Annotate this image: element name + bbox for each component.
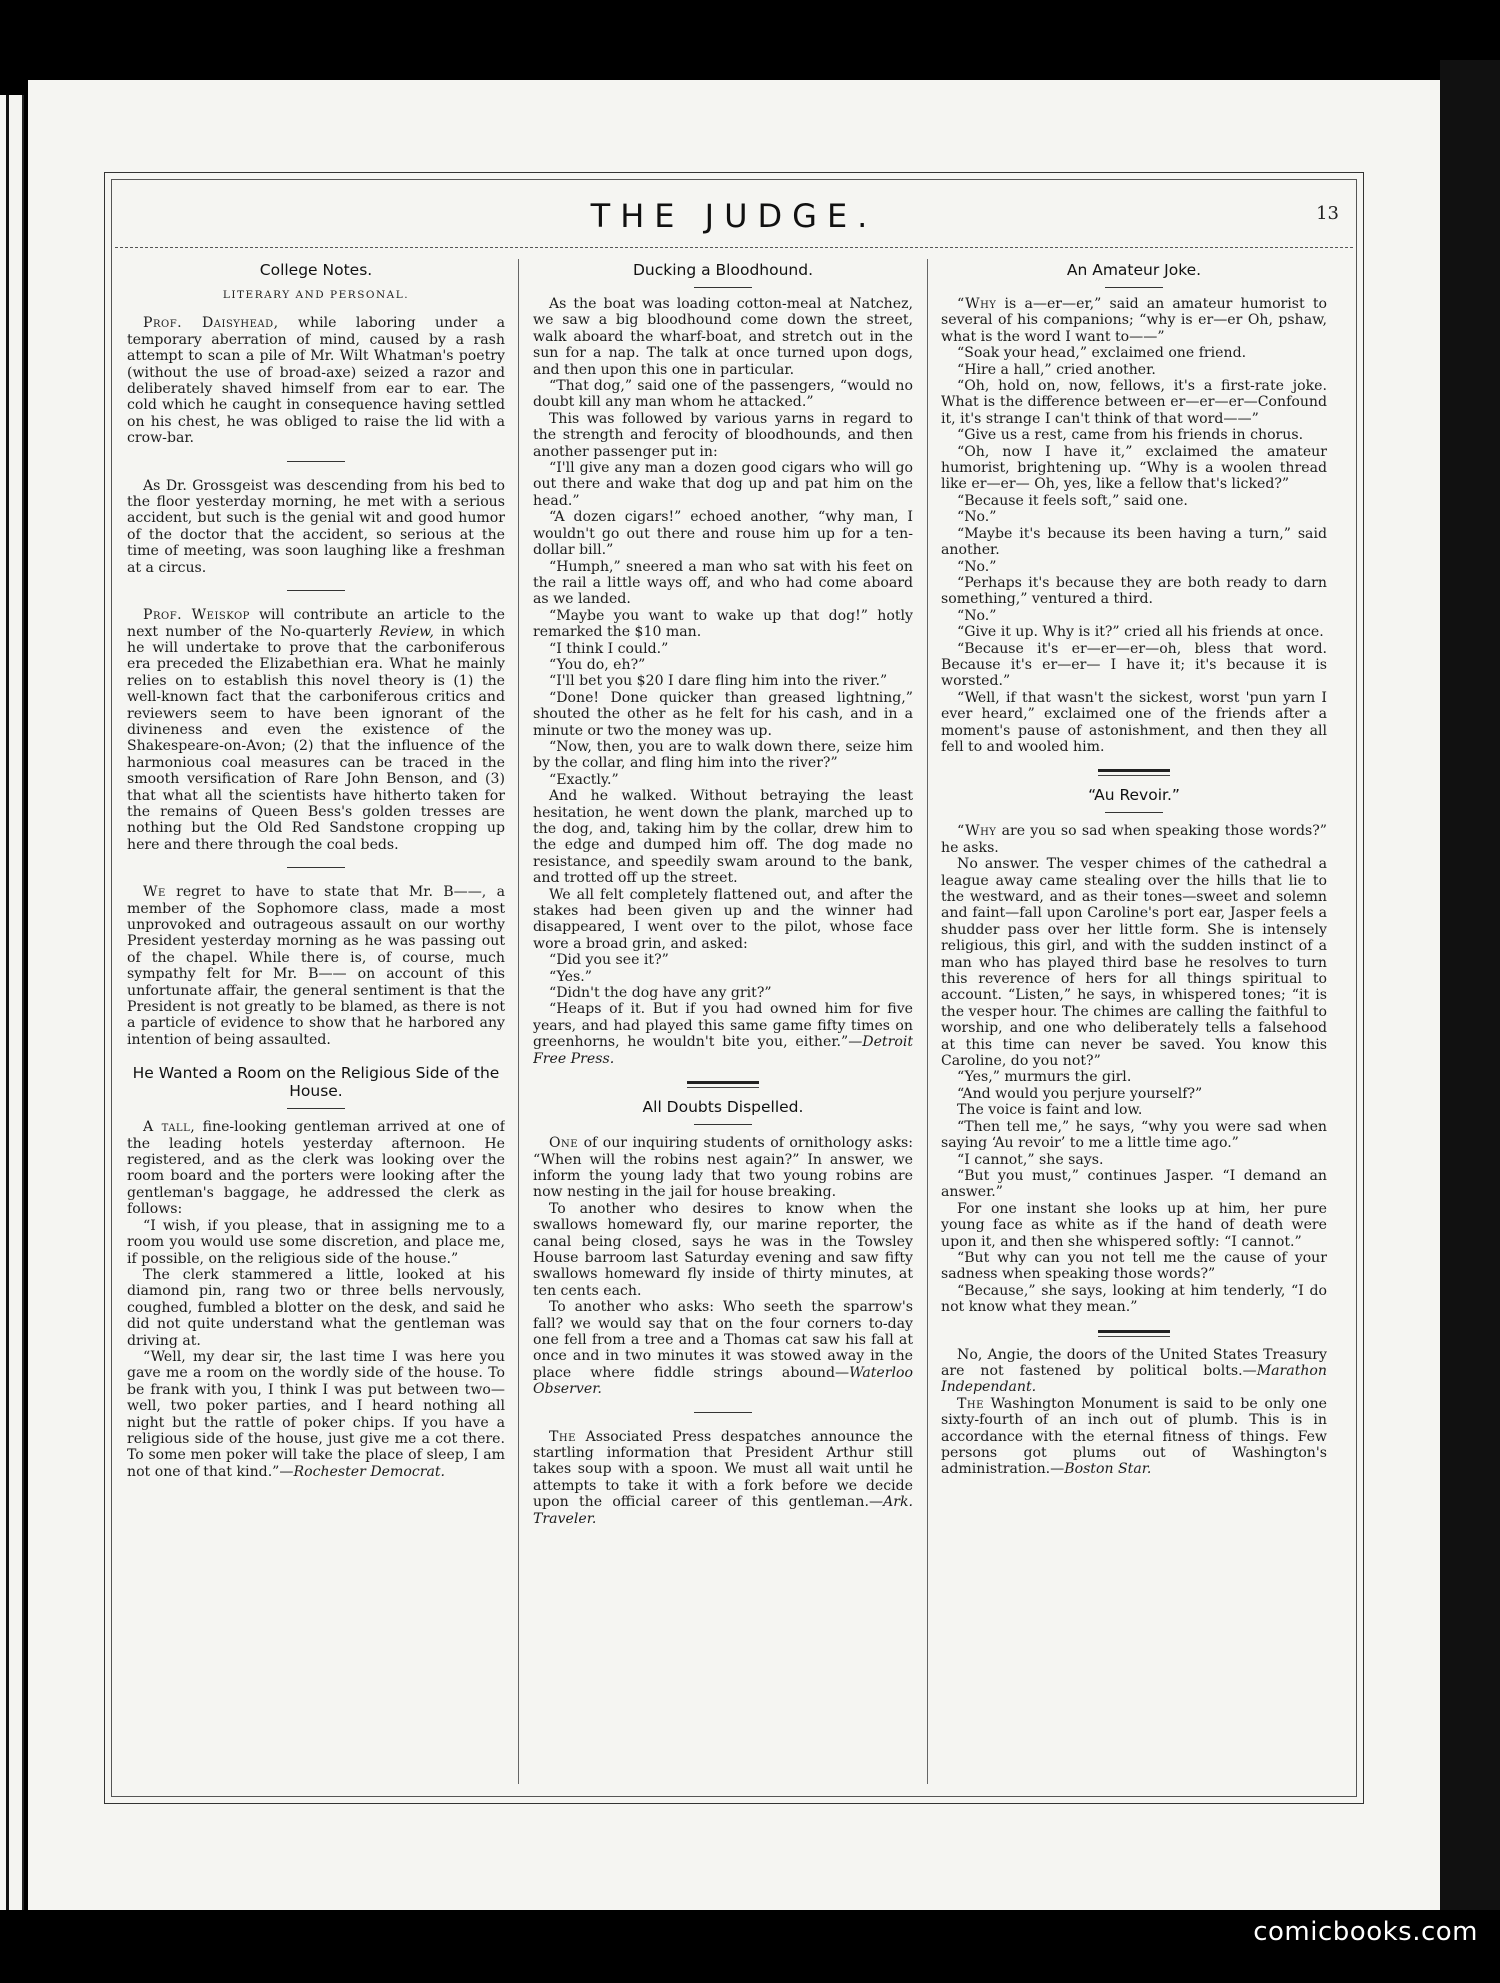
column-2 [533,259,913,1784]
paragraph: “Done! Done quicker than greased lightning,” shouted the other as he felt for his cash, and in a minute or two the money was up. [533,689,913,739]
paragraph: “I think I could.” [549,640,669,657]
paragraph: “Yes,” murmurs the girl. [957,1069,1132,1086]
paragraph: “But you must,” continues Jasper. “I demand an answer.” [941,1167,1327,1201]
paragraph: “Maybe you want to wake up that dog!” hotly remarked the $10 man. [533,607,913,641]
paragraph: “A dozen cigars!” echoed another, “why man, I wouldn't go out there and rouse him up for a ten-dollar bill.” [533,509,913,559]
paragraph: “I wish, if you please, that in assigning me to a room you would use some discretion, and place me, if possible, on the religious side of the house.” [127,1217,505,1267]
paragraph: “That dog,” said one of the passengers, “would no doubt kill any man whom he attacked.” [533,378,913,411]
paragraph: This was followed by various yarns in regard to the strength and ferocity of bloodhounds, and then another passenger put in: [533,410,913,460]
column-1 [127,259,505,1784]
paragraph: “No.” [957,558,997,575]
paragraph: “Because it's er—er—er—oh, bless that word. Because it's er—er— I have it; it's because it is worsted.” [941,640,1327,690]
paragraph: “Then tell me,” he says, “why you were sad when saying ‘Au revoir’ to me a little time ago.” [941,1118,1327,1152]
article-title-doubts-dispelled: All Doubts Dispelled. [642,1098,804,1117]
site-watermark: comicbooks.com [1253,1917,1478,1947]
separator-rule [694,1124,752,1125]
paragraph: “No.” [957,509,997,526]
paragraph: “But why can you not tell me the cause of your sadness when speaking those words?” [941,1249,1327,1283]
paragraph: “No.” [957,607,997,624]
paragraph: “Heaps of it. But if you had owned him for five years, and had played this same game fifty times on greenhorns, he wouldn't bite you, either.”—Detroit Free Press. [533,1001,913,1067]
paragraph: “You do, eh?” [549,656,646,673]
paragraph: “Did you see it?” [549,952,669,969]
separator-rule [1105,812,1163,813]
paragraph: No, Angie, the doors of the United States Treasury are not fastened by political bolts.—Marathon Independant. [941,1346,1327,1396]
paragraph: “Oh, now I have it,” exclaimed the amateur humorist, brightening up. “Why is a woolen thread like er—er— Oh, yes, like a fellow that's licked?” [941,443,1327,493]
separator-rule [287,1108,345,1109]
paragraph: “Well, if that wasn't the sickest, worst 'pun yarn I ever heard,” exclaimed one of the friends after a moment's pause of astonishment, and then they all fell to and wooled him. [941,689,1327,755]
paragraph: “Didn't the dog have any grit?” [549,985,772,1002]
paragraph: “Now, then, you are to walk down there, seize him by the collar, and fling him into the river?” [533,738,913,772]
masthead-rule [115,247,1353,248]
paragraph: “Oh, hold on, now, fellows, it's a first-rate joke. What is the difference between er—er—er—Confound it, it's strange I can't think of that word——” [941,378,1327,427]
paragraph: “Give us a rest, came from his friends in chorus. [957,427,1304,444]
column-3 [941,259,1327,1784]
paragraph: “I cannot,” she says. [957,1151,1104,1168]
separator-rule [287,590,345,591]
separator-rule [694,287,752,288]
paragraph: “Give it up. Why is it?” cried all his friends at once. [957,624,1324,641]
paragraph: To another who asks: Who seeth the sparrow's fall? we would say that on the four corners to-day one fell from a tree and a Thomas cat saw his fall at once and in two minutes it was stowed away in the place where fiddle strings abound—Waterloo Observer. [533,1299,913,1398]
paragraph: “Hire a hall,” cried another. [957,361,1156,378]
article-title-amateur-joke: An Amateur Joke. [1066,261,1202,279]
page-number: 13 [1316,203,1339,224]
paragraph: Prof. Daisyhead, while laboring under a temporary aberration of mind, caused by a rash attempt to scan a pile of Mr. Wilt Whatman's poetry (without the use of broad-axe) seized a razor and deliberately shaved himself from ear to ear. The cold which he caught in consequence having settled on his chest, he was obliged to raise the lid with a crow-bar. [127,315,505,447]
paragraph: “I'll bet you $20 I dare fling him into the river.” [549,673,888,690]
paragraph: “Why is a—er—er,” said an amateur humorist to several of his companions; “why is er—er Oh, pshaw, what is the word I want to——” [941,296,1327,345]
paragraph: One of our inquiring students of ornithology asks: “When will the robins nest again?” In answer, we inform the young lady that two young robins are now nesting in the jail for house breaking. [533,1135,913,1201]
paragraph: “And would you perjure yourself?” [957,1085,1203,1102]
paragraph: “Yes.” [549,968,592,985]
adjacent-page-edge [0,95,24,1910]
paragraph: “Because,” she says, looking at him tenderly, “I do not know what they mean.” [941,1282,1327,1316]
column-rule-1 [518,259,519,1784]
paragraph: Prof. Weiskop will contribute an article to the next number of the No-quarterly Review, in which he will undertake to prove that the carboniferous era preceded the Elizabethian era. What he mainly relies on to establish this novel theory is (1) the well-known fact that the carboniferous critics and reviewers seem to have been ignorant of the divineness and even the existence of the Shakespeare-on-Avon; (2) that the influence of the harmonious coal measures can be traced in the smooth versification of Rare John Benson, and (3) that what all the scientists have hitherto taken for the remains of Queen Bess's golden tresses are nothing but the Old Red Sandstone cropping up here and there through the coal beds. [127,607,505,853]
article-subtitle: LITERARY AND PERSONAL. [222,289,410,301]
paragraph: “I'll give any man a dozen good cigars who will go out there and wake that dog up and pat him on the head.” [533,460,913,509]
paragraph: “Maybe it's because its been having a turn,” said another. [941,525,1327,559]
paragraph: A tall, fine-looking gentleman arrived at one of the leading hotels yesterday afternoon. He registered, and as the clerk was looking over the room board and the porters were looking after the gentleman's baggage, he addressed the clerk as follows: [127,1119,505,1218]
paragraph: As the boat was loading cotton-meal at Natchez, we saw a big bloodhound come down the street, walk aboard the wharf-boat, and stretch out in the sun for a nap. The talk at once turned upon dogs, and then upon this one in particular. [533,296,913,378]
paragraph: “Exactly.” [549,771,619,788]
article-title-bloodhound: Ducking a Bloodhound. [632,261,814,279]
paragraph: The Associated Press despatches announce the startling information that President Arthur still takes soup with a spoon. We must all wait until he attempts to take it with a fork before we decide upon the official career of this gentleman.—Ark. Traveler. [533,1428,913,1527]
article-title-college-notes: College Notes. [259,261,373,279]
paragraph: And he walked. Without betraying the least hesitation, he went down the plank, marched up to the dog, and, taking him by the collar, drew him to the edge and dumped him off. The dog made no resistance, and speedily swam around to the bank, and trotted off up the street. [533,788,913,887]
paragraph: As Dr. Grossgeist was descending from his bed to the floor yesterday morning, he met with a serious accident, but such is the genial wit and good humor of the doctor that the accident, so serious at the time of meeting, was soon laughing like a freshman at a circus. [127,477,505,576]
paragraph: “Because it feels soft,” said one. [957,492,1188,509]
paragraph: No answer. The vesper chimes of the cathedral a league away came stealing over the hills that lie to the westward, and as their tones—sweet and solemn and faint—fall upon Caroline's port ear, Jasper feels a shudder pass over her little form. She is intensely religious, this girl, and with the sudden instinct of a man who has played third base he resolves to turn this reverence of hers for all things spiritual to account. “Listen,” he says, in whispered tones; “it is the vesper hour. The chimes are calling the faithful to worship, and one who deliberately tells a falsehood at this time can never be saved. You know this Caroline, do you not?” [941,856,1327,1070]
double-rule [1098,769,1170,772]
paragraph: “Well, my dear sir, the last time I was here you gave me a room on the wordly side of the house. To be frank with you, I think I was put between two—well, two poker parties, and I heard nothing all night but the rattle of poker chips. If you have a religious side of the house, just give me a cot there. To some men poker will take the place of sleep, I am not one of that kind.”—Rochester Democrat. [127,1348,505,1480]
article-title-religious-room: He Wanted a Room on the Religious Side of the House. [132,1064,500,1101]
newspaper-page [28,80,1440,1910]
separator-rule [287,461,345,462]
paragraph: The clerk stammered a little, looked at his diamond pin, rang two or three bells nervously, coughed, fumbled a blotter on the desk, and said he did not quite understand what the gentleman was driving at. [127,1266,505,1349]
paragraph: The Washington Monument is said to be only one sixty-fourth of an inch out of plumb. This is in accordance with the eternal fitness of things. Few persons got plums out of Washington's administration.—Boston Star. [941,1395,1327,1478]
paragraph: “Perhaps it's because they are both ready to darn something,” ventured a third. [941,574,1327,608]
paragraph: The voice is faint and low. [957,1102,1143,1119]
paragraph: We regret to have to state that Mr. B——, a member of the Sophomore class, made a most unprovoked and outrageous assault on our worthy President yesterday morning as he was passing out of the chapel. While there is, of course, much sympathy felt for Mr. B—— on account of this unfortunate affair, the general sentiment is that the President is not greatly to be blamed, as there is not a particle of evidence to show that he harbored any intention of being assaulted. [127,884,505,1048]
paragraph: “Why are you so sad when speaking those words?” he asks. [941,823,1327,856]
article-title-au-revoir: “Au Revoir.” [1088,786,1180,805]
scan-border-right [1440,60,1500,1910]
paragraph: We all felt completely flattened out, and after the stakes had been given up and the winner had disappeared, I went over to the pilot, whose face wore a broad grin, and asked: [533,886,913,952]
column-rule-2 [927,259,928,1784]
paragraph: “Soak your head,” exclaimed one friend. [957,345,1247,362]
paragraph: To another who desires to know when the swallows homeward fly, our marine reporter, the canal being closed, says he was in the Towsley House barroom last Saturday evening and saw fifty swallows homeward fly inside of thirty minutes, at ten cents each. [533,1200,913,1299]
double-rule [1098,1330,1170,1333]
paragraph: “Humph,” sneered a man who sat with his feet on the rail a little ways off, and who had come aboard as we landed. [533,558,913,608]
separator-rule [1105,287,1163,288]
separator-rule [694,1412,752,1413]
masthead-title: THE JUDGE. [590,197,878,235]
page-frame [104,172,1364,1804]
separator-rule [287,867,345,868]
double-rule [687,1081,759,1084]
paragraph: For one instant she looks up at him, her pure young face as white as if the hand of death were upon it, and then she whispered softly: “I cannot.” [941,1200,1327,1250]
